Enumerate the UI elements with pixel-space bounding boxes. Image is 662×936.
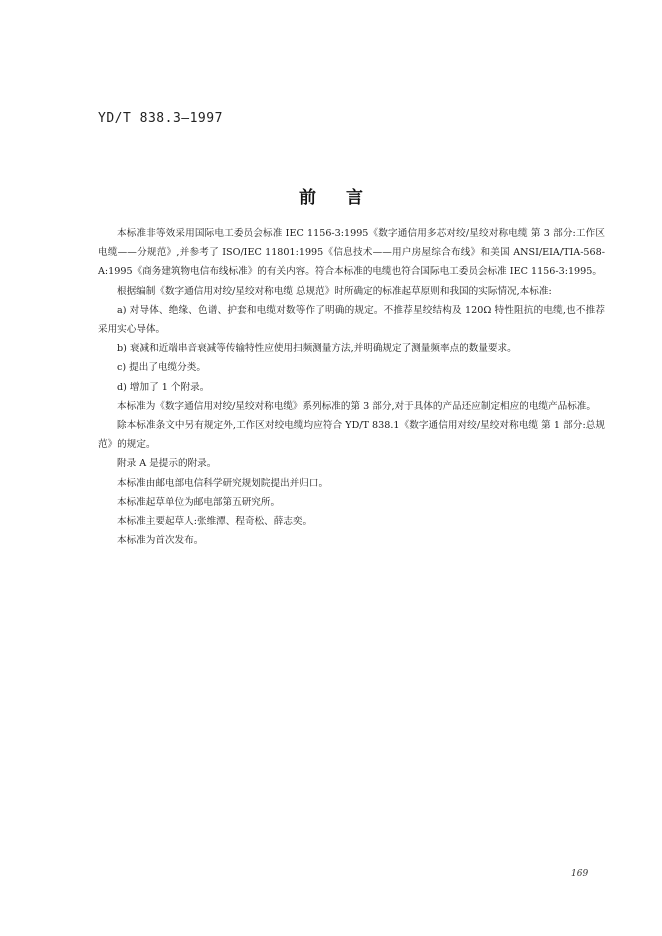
- paragraph: 本标准由邮电部电信科学研究规划院提出并归口。: [117, 477, 329, 489]
- paragraph: 本标准起草单位为邮电部第五研究所。: [117, 496, 281, 508]
- list-item: d) 增加了 1 个附录。: [117, 381, 210, 393]
- list-item: a) 对导体、绝缘、色谱、护套和电缆对数等作了明确的规定。不推荐星绞结构及 120Ω 特性阻抗的电缆,也不推荐采用实心导体。: [98, 304, 605, 336]
- paragraph: 除本标准条文中另有规定外,工作区对绞电缆均应符合 YD/T 838.1《数字通信用对绞/星绞对称电缆 第 1 部分:总规范》的规定。: [98, 420, 605, 451]
- paragraph: 本标准非等效采用国际电工委员会标准 IEC 1156-3:1995《数字通信用多芯对绞/星绞对称电缆 第 3 部分:工作区电缆——分规范》,并参考了 ISO/IEC 11801:1995《信息技术——用户房屋综合布线》和美国 ANSI/EIA/TIA-568-A:1995《商务建筑物电信布线标准》的有关内容。符合本标准的电缆也符合国际电工委员会标准 IEC 1156-3:1995。: [98, 228, 605, 278]
- paragraph: 本标准为首次发布。: [117, 535, 204, 547]
- foreword-body: [98, 224, 605, 550]
- paragraph: 本标准为《数字通信用对绞/星绞对称电缆》系列标准的第 3 部分,对于具体的产品还应制定相应的电缆产品标准。: [117, 400, 596, 412]
- paragraph: 本标准主要起草人:张维潭、程奇松、薛志奕。: [117, 516, 313, 528]
- page-title: 前言: [299, 188, 393, 208]
- list-item: c) 提出了电缆分类。: [117, 362, 206, 374]
- paragraph: 附录 A 是提示的附录。: [117, 458, 217, 470]
- page-number: 169: [571, 869, 589, 879]
- list-item: b) 衰减和近端串音衰减等传输特性应使用扫频测量方法,并明确规定了测量频率点的数量要求。: [117, 343, 517, 355]
- standard-number: YD/T 838.3—1997: [98, 111, 223, 126]
- paragraph: 根据编制《数字通信用对绞/星绞对称电缆 总规范》时所确定的标准起草原则和我国的实际情况,本标准:: [117, 285, 552, 297]
